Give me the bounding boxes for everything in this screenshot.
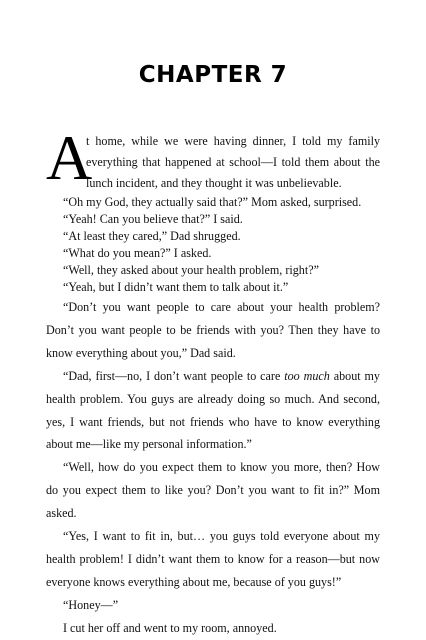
- opening-line-3: lunch incident, and they thought it was unbelievable.: [86, 176, 342, 190]
- dialogue-line: “What do you mean?” I asked.: [63, 246, 212, 260]
- paragraph: “Yes, I want to fit in, but… you guys told everyone about my health problem! I didn’t want them to know for a reason—but now everyone knows everything about me, because of you guys!”: [46, 529, 380, 589]
- paragraph-text: about my health problem. You guys are already doing so much. And second, yes, I want friends, but not friends who have to know everything about me—like my personal information.”: [46, 368, 380, 452]
- paragraph: “Well, how do you expect them to know you more, then? How do you expect them to like you? Don’t you want to fit in?” Mom asked.: [46, 460, 380, 521]
- paragraph: “Honey—”: [63, 597, 119, 612]
- dialogue-line: “Yeah, but I didn’t want them to talk about it.”: [63, 280, 289, 294]
- paragraph: [46, 365, 380, 457]
- paragraph-text: “Dad, first—no, I don’t want people to care: [63, 368, 285, 383]
- opening-line-1: t home, while we were having dinner, I told my family: [86, 134, 380, 148]
- opening-line-2: everything that happened at school—I told them about the: [86, 155, 380, 169]
- dialogue-line: “Oh my God, they actually said that?” Mom asked, surprised.: [63, 195, 362, 209]
- dialogue-line: “Yeah! Can you believe that?” I said.: [63, 212, 243, 226]
- dialogue-line: “At least they cared,” Dad shrugged.: [63, 229, 241, 243]
- chapter-title: CHAPTER 7: [138, 62, 288, 88]
- paragraph: I cut her off and went to my room, annoyed.: [63, 620, 277, 635]
- paragraph: “Don’t you want people to care about your health problem? Don’t you want people to be friends with you? Then they have to know everything about you,” Dad said.: [46, 300, 380, 360]
- chapter-body: [46, 122, 380, 640]
- drop-cap: A: [46, 122, 93, 193]
- dialogue-line: “Well, they asked about your health problem, right?”: [63, 263, 319, 277]
- emphasis-text: too much: [284, 368, 330, 383]
